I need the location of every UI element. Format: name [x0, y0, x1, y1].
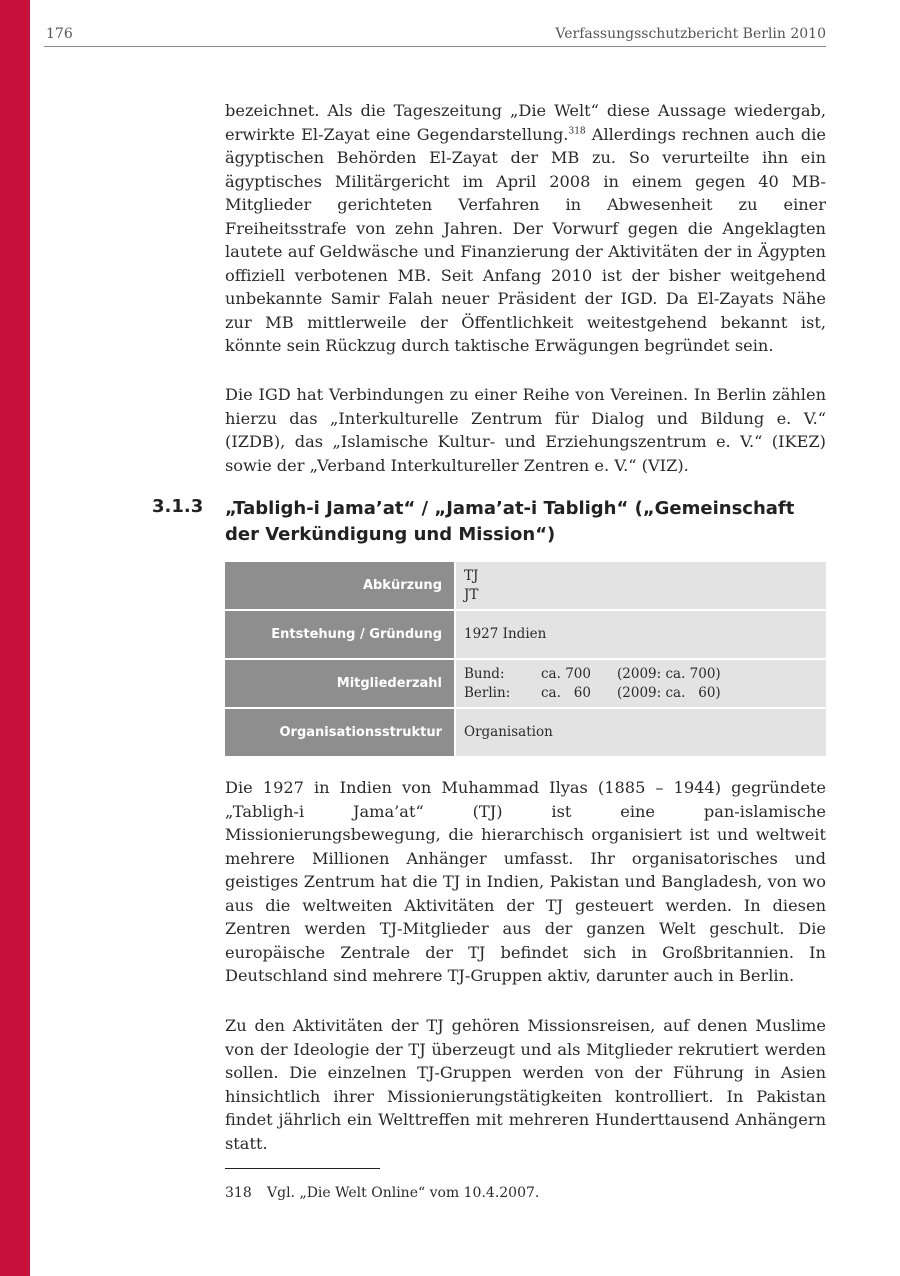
paragraph-4: Zu den Aktivitäten der TJ gehören Missionsreisen, auf denen Muslime von der Ideologie der TJ überzeugt und als Mitglieder rekrutiert werden sollen. Die einzelnen TJ-Gruppen werden von der Führung in Asien hinsichtlich ihrer Missionierungstätigkeiten kontrolliert. In Pakistan findet jährlich ein Welttreffen mit mehreren Hunderttausend Anhängern statt.: [225, 1016, 826, 1153]
running-title: Verfassungsschutzbericht Berlin 2010: [555, 26, 826, 42]
footnote-reference[interactable]: 318: [568, 126, 586, 137]
table-value: 1927 Indien: [456, 611, 826, 658]
table-row-entstehung: [225, 611, 826, 658]
table-label: Organisationsstruktur: [225, 709, 454, 756]
table-row-organisation: [225, 709, 826, 756]
abbreviation-2: JT: [464, 586, 479, 603]
abbreviation-1: TJ: [464, 567, 479, 584]
table-label: Mitgliederzahl: [225, 660, 454, 707]
table-row-mitglieder: [225, 660, 826, 707]
members-row-bund: [464, 665, 826, 684]
paragraph-2: Die IGD hat Verbindungen zu einer Reihe von Vereinen. In Berlin zählen hierzu das „Interkulturelle Zentrum für Dialog und Bildung e. V.“ (IZDB), das „Islamische Kultur- und Erziehungszentrum e. V.“ (IKEZ) sowie der „Verband Interkultureller Zentren e. V.“ (VIZ).: [225, 385, 826, 475]
table-value: [456, 660, 826, 707]
table-value: [456, 562, 826, 609]
members-place: Bund:: [464, 665, 505, 682]
table-value: Organisation: [456, 709, 826, 756]
footnote-text: Vgl. „Die Welt Online“ vom 10.4.2007.: [267, 1185, 540, 1201]
paragraph-1-start: bezeichnet. Als die Tageszeitung „Die Welt“ diese Aussage wiedergab, erwirkte El-Zayat eine Gegendarstellung.: [225, 101, 826, 144]
table-label: Entstehung / Gründung: [225, 611, 454, 658]
footnote-number: 318: [225, 1185, 252, 1201]
page-number: 176: [46, 26, 73, 42]
members-count: ca. 60: [541, 684, 591, 701]
paragraph-3: Die 1927 in Indien von Muhammad Ilyas (1885 – 1944) gegründete „Tabligh-i Jama’at“ (TJ) ist eine pan-islamische Missionierungsbewegung, die hierarchisch organisiert ist und weltweit mehrere Millionen Anhänger umfasst. Ihr organisatorisches und geistiges Zentrum hat die TJ in Indien, Pakistan und Bangladesh, von wo aus die weltweiten Aktivitäten der TJ gesteuert werden. In diesen Zentren werden TJ-Mitglieder aus der ganzen Welt geschult. Die europäische Zentrale der TJ befindet sich in Großbritannien. In Deutschland sind mehrere TJ-Gruppen aktiv, darunter auch in Berlin.: [225, 778, 826, 985]
footnote: [225, 1185, 539, 1201]
members-previous: (2009: ca. 60): [617, 684, 721, 701]
members-count: ca. 700: [541, 665, 591, 682]
fact-table: [225, 562, 826, 758]
footnote-divider: [225, 1168, 380, 1169]
paragraph-1: [225, 99, 826, 358]
members-previous: (2009: ca. 700): [617, 665, 721, 682]
table-label: Abkürzung: [225, 562, 454, 609]
members-place: Berlin:: [464, 684, 511, 701]
section-title: „Tabligh-i Jama’at“ / „Jama’at-i Tabligh“ („Gemeinschaft der Verkündigung und Mission“): [225, 498, 795, 545]
section-number: 3.1.3: [152, 496, 204, 517]
page-header: [44, 24, 826, 47]
table-row-abkuerzung: [225, 562, 826, 609]
members-row-berlin: [464, 684, 826, 703]
red-margin-bar: [0, 0, 30, 1276]
paragraph-1-end: Allerdings rechnen auch die ägyptischen Behörden El-Zayat der MB zu. So verurteilte ihn ein ägyptisches Militärgericht im April 2008 in einem gegen 40 MB-Mitglieder gerichteten Verfahren in Abwesenheit zu einer Freiheitsstrafe von zehn Jahren. Der Vorwurf gegen die Angeklagten lautete auf Geldwäsche und Finanzierung der Aktivitäten der in Ägypten offiziell verbotenen MB. Seit Anfang 2010 ist der bisher weitgehend unbekannte Samir Falah neuer Präsident der IGD. Da El-Zayats Nähe zur MB mittlerweile der Öffentlichkeit weitestgehend bekannt ist, könnte sein Rückzug durch taktische Erwägungen begründet sein.: [225, 124, 827, 355]
